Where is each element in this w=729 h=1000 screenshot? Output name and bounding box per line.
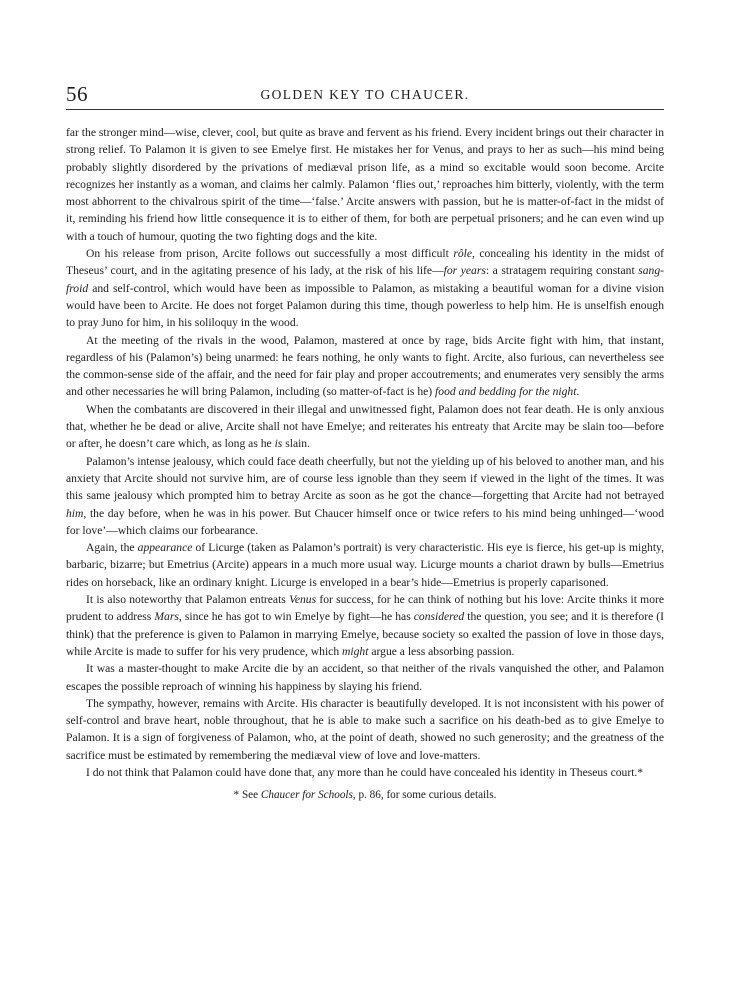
italic-text: considered: [413, 610, 465, 624]
italic-text: for years: [443, 264, 486, 278]
text-run: , p. 86, for some curious details.: [352, 789, 497, 802]
paragraph: [66, 764, 664, 781]
text-run: , since he has got to win Emelye by fight—he has: [178, 610, 414, 624]
page-header: [66, 82, 664, 108]
text-run: the question, you see; and it is therefore (I think) that the preference is given to Palamon in marrying Emelye, because society so exalted the passion of love in those days, while Arcite is made to suffer for his very prudence, which: [66, 610, 664, 658]
text-run: It is also noteworthy that Palamon entreats: [86, 593, 290, 607]
text-run: and self-control, which would have been as impossible to Palamon, as mistaking a beautiful woman for a divine vision would have been to Arcite. He does not forget Palamon during this time, though powerless to help him. He is unselfish enough to pray Juno for him, in his soliloquy in the wood.: [66, 281, 664, 330]
text-run: The sympathy, however, remains with Arcite. His character is beautifully developed. It is not inconsistent with his power of self-control and brave heart, noble throughout, that he is able to make such a sacrifice on his death-bed as to give Emelye to Palamon. It is a sign of forgiveness of Palamon, who, at the point of death, showed no such generosity; and the greatness of the sacrifice must be estimated by remembering the mediæval view of love and love-matters.: [66, 696, 664, 762]
italic-text: him: [66, 506, 84, 520]
paragraph: [66, 332, 664, 401]
text-run: argue a less absorbing passion.: [368, 644, 515, 658]
italic-text: rôle: [453, 247, 473, 261]
paragraph-list: [66, 124, 664, 781]
paragraph: [66, 539, 664, 591]
italic-text: food and bedding for the night: [435, 385, 577, 399]
text-run: On his release from prison, Arcite follows out successfully a most difficult: [86, 247, 454, 261]
text-run: for success, for he can think of nothing but his love: Arcite thinks it more prudent to address: [66, 593, 665, 624]
text-run: * See: [233, 789, 261, 802]
text-run: , concealing his identity in the midst of Theseus’ court, and in the agitating presence of his lady, at the risk of his life—: [66, 247, 665, 278]
italic-text: sang-froid: [66, 264, 665, 295]
text-run: Again, the: [86, 541, 138, 555]
paragraph: [66, 245, 664, 331]
text-run: slain.: [282, 437, 311, 451]
text-run: Palamon’s intense jealousy, which could face death cheerfully, but not the yielding up of his beloved to another man, and his anxiety that Arcite should not survive him, are of course less ignoble than they seem if viewed in the light of the times. It was this same jealousy which prompted him to betray Arcite as soon as he got the chance—forgetting that Arcite had not betrayed: [66, 454, 664, 503]
paragraph: [66, 453, 664, 539]
running-title: GOLDEN KEY TO CHAUCER.: [260, 87, 470, 102]
body-text: [66, 124, 664, 804]
italic-text: might: [342, 644, 369, 658]
text-run: .: [576, 385, 580, 399]
text-run: far the stronger mind—wise, clever, cool, but quite as brave and fervent as his friend. Every incident brings out their character in strong relief. To Palamon it is given to see Emelye first. He mistakes her for Venus, and prays to her as such—his mind being probably slightly disordered by the privations of mediæval prison life, as a mind so excitable would soon become. Arcite recognizes her instantly as a woman, and claims her calmly. Palamon ‘flies out,’ reproaches him bitterly, violently, with the term most abhorrent to the chivalrous spirit of the time—‘false.’ Arcite answers with passion, but he is matter-of-fact in the midst of it, reminding his friend how little consequence it is to either of them, for both are perpetual prisoners; and he can even wind up with a touch of humour, quoting the two fighting dogs and the kite.: [66, 126, 664, 243]
header-rule: [66, 109, 664, 110]
text-run: I do not think that Palamon could have done that, any more than he could have concealed his identity in Theseus court.*: [86, 765, 644, 779]
page-number: 56: [66, 82, 88, 106]
paragraph: [66, 591, 664, 660]
italic-text: Mars: [154, 610, 179, 624]
paragraph: [66, 124, 664, 245]
paragraph: [66, 401, 664, 453]
text-run: At the meeting of the rivals in the wood, Palamon, mastered at once by rage, bids Arcite fight with him, that instant, regardless of his (Palamon’s) being unarmed: he fears nothing, he only wants to fight. Arcite, also furious, can nevertheless see the common-sense side of the affair, and the need for fair play and proper accoutrements; and enumerates very sensibly the arms and other necessaries he will bring Palamon, including (so matter-of-fact is he): [66, 333, 664, 399]
italic-text: Chaucer for Schools: [260, 789, 353, 802]
italic-text: is: [274, 437, 283, 451]
text-run: : a stratagem requiring constant: [485, 264, 639, 278]
text-run: of Licurge (taken as Palamon’s portrait) is very characteristic. His eye is fierce, his get-up is mighty, barbaric, bizarre; but Emetrius (Arcite) appears in a much more usual way. Licurge mounts a chariot drawn by bulls—Emetrius rides on horseback, like an ordinary knight. Licurge is enveloped in a bear’s hide—Emetrius is properly caparisoned.: [66, 541, 664, 589]
paragraph: [66, 695, 664, 764]
italic-text: Venus: [289, 593, 317, 607]
footnote: [66, 787, 664, 804]
italic-text: appearance: [137, 541, 193, 555]
paragraph: [66, 660, 664, 695]
text-run: When the combatants are discovered in their illegal and unwitnessed fight, Palamon does not fear death. He is only anxious that, whether he be dead or alive, Arcite shall not have Emelye; and reiterates his entreaty that Arcite may be slain too—before or after, he doesn’t care which, as long as he: [66, 402, 664, 451]
text-run: It was a master-thought to make Arcite die by an accident, so that neither of the rivals vanquished the other, and Palamon escapes the possible reproach of winning his happiness by slaying his friend.: [66, 662, 664, 693]
text-run: , the day before, when he was in his power. But Chaucer himself once or twice refers to his mind being unhinged—‘wood for love’—which claims our forbearance.: [66, 506, 664, 537]
